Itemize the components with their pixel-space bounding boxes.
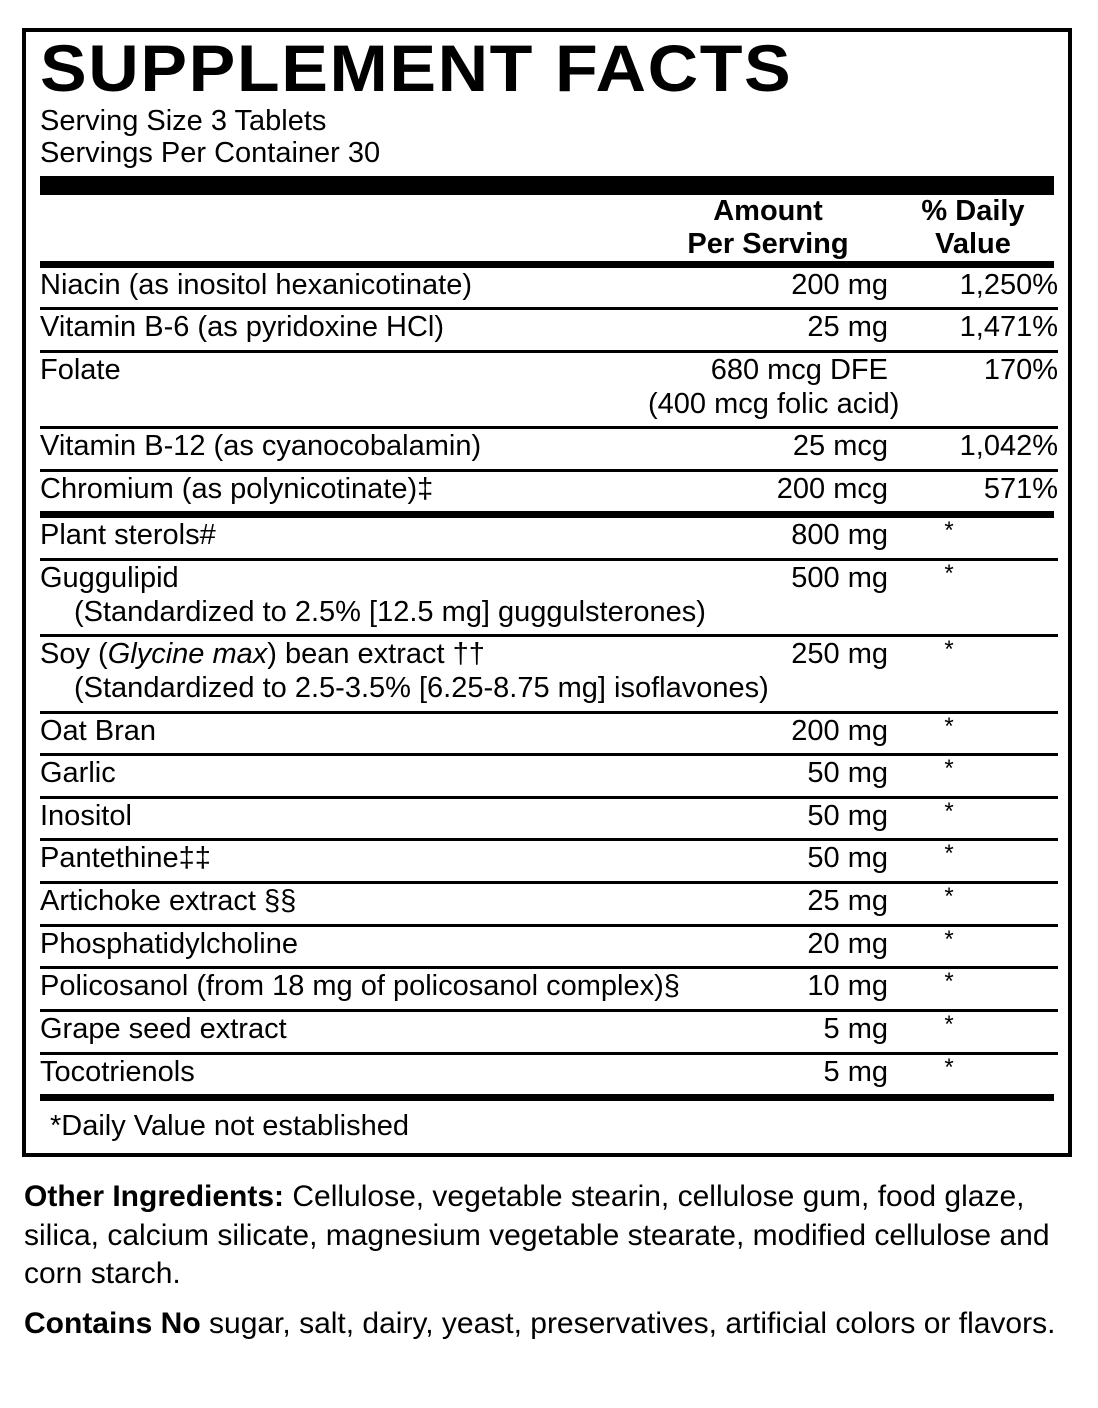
table-row bbox=[40, 470, 1058, 511]
table-row bbox=[40, 712, 1058, 755]
serving-info bbox=[40, 105, 1054, 170]
nutrient-amount: 25 mcg bbox=[648, 428, 888, 471]
contains-no-text: sugar, salt, dairy, yeast, preservatives, artificial colors or flavors. bbox=[200, 1307, 1056, 1340]
ingredient-daily-value: * bbox=[888, 797, 1058, 840]
nutrient-amount-primary: 680 mcg DFE bbox=[710, 353, 888, 386]
ingredient-name-suffix: ) bean extract †† bbox=[267, 638, 485, 671]
nutrient-name: Vitamin B-12 (as cyanocobalamin) bbox=[40, 428, 648, 471]
ingredient-amount: 25 mg bbox=[648, 883, 888, 926]
ingredient-name: Tocotrienols bbox=[40, 1053, 648, 1094]
divider-footnote-top bbox=[40, 1094, 1054, 1101]
table-row bbox=[40, 351, 1058, 427]
table-row bbox=[40, 268, 1058, 309]
ingredient-name: Oat Bran bbox=[40, 712, 648, 755]
ingredient-amount: 50 mg bbox=[648, 797, 888, 840]
page-title: SUPPLEMENT FACTS bbox=[40, 31, 793, 105]
ingredient-name: Grape seed extract bbox=[40, 1010, 648, 1053]
ingredient-amount: 250 mg bbox=[648, 636, 888, 712]
ingredient-daily-value: * bbox=[888, 636, 1058, 712]
ingredient-amount: 5 mg bbox=[648, 1010, 888, 1053]
divider-blend-top bbox=[40, 511, 1054, 518]
ingredient-name: Artichoke extract §§ bbox=[40, 883, 648, 926]
table-row bbox=[40, 1010, 1058, 1053]
ingredient-standardization: (Standardized to 2.5% [12.5 mg] guggulsterones) bbox=[74, 595, 706, 628]
ingredient-daily-value: * bbox=[888, 712, 1058, 755]
ingredient-daily-value: * bbox=[888, 755, 1058, 798]
table-row bbox=[40, 518, 1058, 559]
nutrient-amount-secondary: (400 mcg folic acid) bbox=[648, 387, 900, 420]
other-ingredients-text: Cellulose, vegetable stearin, cellulose gum, food glaze, silica, calcium silicate, magnesium vegetable stearate, modified cellulose and corn starch. bbox=[24, 1180, 1050, 1291]
ingredient-amount: 50 mg bbox=[648, 840, 888, 883]
ingredient-daily-value: * bbox=[944, 517, 954, 545]
table-row bbox=[40, 1053, 1058, 1094]
table-row bbox=[40, 883, 1058, 926]
divider-thick-top bbox=[40, 176, 1054, 195]
nutrient-amount: 25 mg bbox=[648, 309, 888, 352]
table-row bbox=[40, 309, 1058, 352]
servings-per-container: Servings Per Container 30 bbox=[40, 137, 381, 170]
nutrient-daily-value: 1,042% bbox=[888, 428, 1058, 471]
clipped-bottom-line bbox=[24, 1390, 1072, 1408]
ingredient-name: Phosphatidylcholine bbox=[40, 925, 648, 968]
ingredient-amount: 50 mg bbox=[648, 755, 888, 798]
serving-size: Serving Size 3 Tablets bbox=[40, 104, 327, 137]
ingredient-daily-value: * bbox=[888, 840, 1058, 883]
ingredient-standardization: (Standardized to 2.5-3.5% [6.25-8.75 mg] isoflavones) bbox=[74, 671, 769, 704]
ingredient-daily-value: * bbox=[888, 925, 1058, 968]
table-row bbox=[40, 560, 1058, 636]
ingredient-name: Policosanol (from 18 mg of policosanol complex)§ bbox=[40, 968, 648, 1011]
header-dv-line2: Value bbox=[935, 227, 1011, 260]
nutrient-daily-value: 1,250% bbox=[959, 268, 1058, 301]
ingredient-daily-value: * bbox=[888, 1010, 1058, 1053]
supplement-facts-panel bbox=[22, 28, 1072, 1157]
daily-value-footnote: *Daily Value not established bbox=[50, 1110, 409, 1143]
table-row bbox=[40, 840, 1058, 883]
contains-no-heading: Contains No bbox=[24, 1307, 201, 1340]
ingredient-amount: 500 mg bbox=[648, 560, 888, 636]
ingredient-amount: 800 mg bbox=[791, 519, 888, 552]
ingredient-name: Garlic bbox=[40, 755, 648, 798]
ingredient-daily-value: * bbox=[888, 968, 1058, 1011]
nutrient-daily-value: 170% bbox=[888, 351, 1058, 427]
ingredient-name bbox=[40, 636, 769, 712]
nutrient-name: Vitamin B-6 (as pyridoxine HCl) bbox=[40, 309, 648, 352]
table-row bbox=[40, 925, 1058, 968]
other-ingredients-heading: Other Ingredients: bbox=[24, 1180, 285, 1213]
ingredient-daily-value: * bbox=[888, 1053, 1058, 1094]
vitamins-table bbox=[40, 268, 1058, 512]
other-ingredients-paragraph bbox=[24, 1178, 1072, 1294]
header-blank bbox=[40, 195, 648, 261]
ingredient-daily-value: * bbox=[888, 883, 1058, 926]
ingredient-name-main bbox=[40, 638, 485, 670]
contains-no-paragraph bbox=[24, 1305, 1072, 1344]
nutrient-name: Niacin (as inositol hexanicotinate) bbox=[40, 268, 472, 301]
table-row bbox=[40, 968, 1058, 1011]
table-header-row bbox=[40, 195, 1058, 261]
header-amount-per-serving bbox=[648, 195, 888, 261]
ingredient-daily-value: * bbox=[888, 560, 1058, 636]
nutrient-daily-value: 571% bbox=[888, 470, 1058, 511]
header-amount-line1: Amount bbox=[713, 194, 823, 227]
table-row bbox=[40, 636, 1058, 712]
header-daily-value bbox=[888, 195, 1058, 261]
ingredient-amount: 200 mg bbox=[648, 712, 888, 755]
nutrient-amount bbox=[648, 351, 900, 427]
header-dv-line1: % Daily bbox=[921, 194, 1025, 227]
ingredient-name bbox=[40, 560, 706, 636]
ingredient-amount: 20 mg bbox=[648, 925, 888, 968]
ingredient-name: Pantethine‡‡ bbox=[40, 840, 648, 883]
ingredient-name: Inositol bbox=[40, 797, 648, 840]
header-amount-line2: Per Serving bbox=[687, 227, 849, 260]
ingredient-amount: 10 mg bbox=[648, 968, 888, 1011]
table-row bbox=[40, 428, 1058, 471]
table-row bbox=[40, 797, 1058, 840]
blend-table bbox=[40, 518, 1058, 1094]
nutrient-name: Chromium (as polynicotinate)‡ bbox=[40, 470, 648, 511]
nutrient-amount: 200 mg bbox=[791, 268, 888, 301]
ingredient-amount: 5 mg bbox=[648, 1053, 888, 1094]
ingredient-name-main: Guggulipid bbox=[40, 562, 179, 595]
nutrient-name: Folate bbox=[40, 351, 648, 427]
table-row bbox=[40, 755, 1058, 798]
ingredient-name-prefix: Soy ( bbox=[40, 638, 108, 671]
nutrient-daily-value: 1,471% bbox=[888, 309, 1058, 352]
nutrition-table bbox=[40, 195, 1058, 261]
ingredient-name: Plant sterols# bbox=[40, 519, 216, 552]
divider-header-bottom bbox=[40, 261, 1054, 268]
ingredient-botanical-name: Glycine max bbox=[107, 638, 268, 671]
nutrient-amount: 200 mcg bbox=[648, 470, 888, 511]
